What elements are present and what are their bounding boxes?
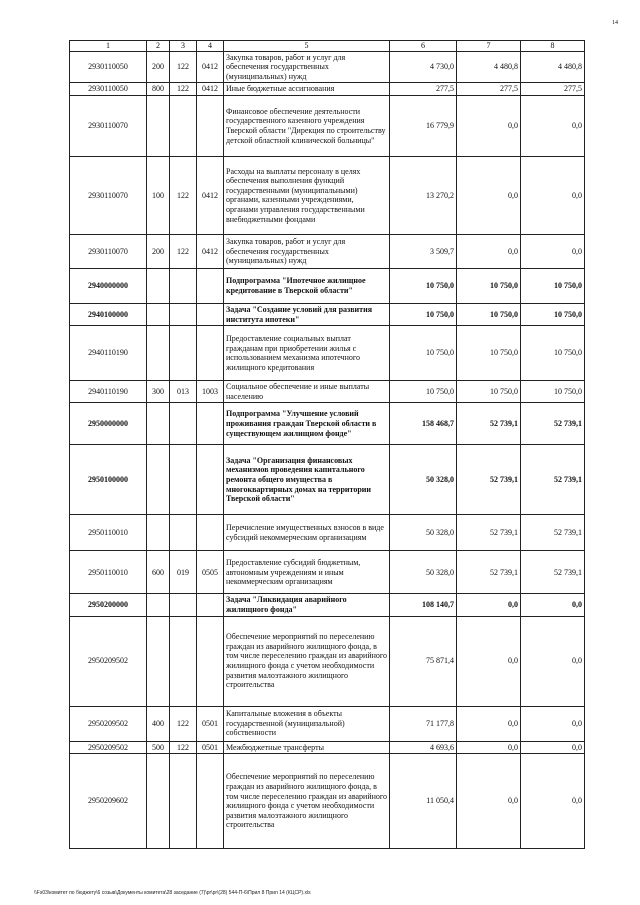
cell-gr xyxy=(170,326,197,381)
cell-value-col7: 10 750,0 xyxy=(457,303,521,325)
cell-name: Перечисление имущественных взносов в виде субсидий некоммерческим организациям xyxy=(224,515,390,551)
cell-value-col6: 16 779,9 xyxy=(390,95,457,156)
cell-csr: 2940110190 xyxy=(70,326,147,381)
cell-gr: 122 xyxy=(170,741,197,754)
cell-gr xyxy=(170,445,197,515)
cell-csr: 2950110010 xyxy=(70,551,147,594)
cell-name: Социальное обеспечение и иные выплаты населению xyxy=(224,381,390,403)
table-row xyxy=(70,234,585,268)
cell-gr xyxy=(170,403,197,445)
column-header: 6 xyxy=(390,41,457,52)
cell-rz xyxy=(197,326,224,381)
cell-gr: 122 xyxy=(170,706,197,741)
cell-name: Межбюджетные трансферты xyxy=(224,741,390,754)
cell-value-col6: 277,5 xyxy=(390,83,457,96)
cell-name: Предоставление субсидий бюджетным, автономным учреждениям и иным некоммерческим организациям xyxy=(224,551,390,594)
cell-csr: 2950200000 xyxy=(70,594,147,616)
cell-name: Задача "Создание условий для развития института ипотеки" xyxy=(224,303,390,325)
column-header: 8 xyxy=(521,41,585,52)
cell-gr: 122 xyxy=(170,83,197,96)
cell-name: Задача "Организация финансовых механизмов проведения капитального ремонта общего имущества в многоквартирных домах на территории Тверской области" xyxy=(224,445,390,515)
cell-gr xyxy=(170,754,197,849)
cell-csr: 2930110070 xyxy=(70,156,147,234)
cell-name: Иные бюджетные ассигнования xyxy=(224,83,390,96)
header-row xyxy=(70,41,585,52)
cell-value-col8: 52 739,1 xyxy=(521,515,585,551)
table-row xyxy=(70,156,585,234)
column-header: 5 xyxy=(224,41,390,52)
cell-value-col8: 0,0 xyxy=(521,234,585,268)
cell-value-col7: 52 739,1 xyxy=(457,403,521,445)
cell-gr xyxy=(170,515,197,551)
cell-value-col6: 4 693,6 xyxy=(390,741,457,754)
cell-gr: 122 xyxy=(170,51,197,83)
cell-csr: 2940000000 xyxy=(70,268,147,303)
cell-value-col8: 0,0 xyxy=(521,95,585,156)
page-number: 14 xyxy=(612,20,618,26)
cell-csr: 2950000000 xyxy=(70,403,147,445)
table-row xyxy=(70,268,585,303)
cell-value-col7: 0,0 xyxy=(457,594,521,616)
cell-name: Обеспечение мероприятий по переселению граждан из аварийного жилищного фонда, в том числе переселению граждан из аварийного жилищного фонда с учетом необходимости развития малоэтажного жилищного строительства xyxy=(224,616,390,706)
cell-vr xyxy=(147,303,170,325)
column-header: 4 xyxy=(197,41,224,52)
cell-vr xyxy=(147,403,170,445)
cell-rz xyxy=(197,403,224,445)
table-row xyxy=(70,515,585,551)
cell-value-col6: 11 050,4 xyxy=(390,754,457,849)
cell-gr: 019 xyxy=(170,551,197,594)
cell-value-col7: 4 480,8 xyxy=(457,51,521,83)
cell-vr xyxy=(147,95,170,156)
cell-csr: 2930110070 xyxy=(70,95,147,156)
table-row xyxy=(70,83,585,96)
cell-value-col8: 0,0 xyxy=(521,594,585,616)
cell-value-col7: 0,0 xyxy=(457,95,521,156)
cell-vr: 300 xyxy=(147,381,170,403)
cell-value-col7: 0,0 xyxy=(457,741,521,754)
cell-csr: 2950100000 xyxy=(70,445,147,515)
cell-rz: 0412 xyxy=(197,234,224,268)
cell-vr: 400 xyxy=(147,706,170,741)
cell-value-col8: 52 739,1 xyxy=(521,445,585,515)
cell-name: Финансовое обеспечение деятельности государственного казенного учреждения Тверской области "Дирекция по строительству детской областной клинической больницы" xyxy=(224,95,390,156)
cell-value-col8: 0,0 xyxy=(521,741,585,754)
cell-vr: 800 xyxy=(147,83,170,96)
cell-rz xyxy=(197,616,224,706)
cell-value-col7: 277,5 xyxy=(457,83,521,96)
table-body xyxy=(70,41,585,849)
cell-value-col8: 10 750,0 xyxy=(521,326,585,381)
column-header: 3 xyxy=(170,41,197,52)
cell-value-col6: 4 730,0 xyxy=(390,51,457,83)
cell-gr: 122 xyxy=(170,234,197,268)
table-row xyxy=(70,445,585,515)
cell-name: Подпрограмма "Улучшение условий проживания граждан Тверской области в существующем жилищном фонде" xyxy=(224,403,390,445)
cell-value-col7: 0,0 xyxy=(457,616,521,706)
cell-rz xyxy=(197,754,224,849)
file-path-footer: \\Fs03\комитет по бюджету\6 созыв\Документы комитета\28 заседание (7)\pr\pr\(28) 544-П-6\Прил 8 Прил 14 (КЦСР).xls xyxy=(34,890,311,896)
cell-vr: 200 xyxy=(147,234,170,268)
cell-rz: 0505 xyxy=(197,551,224,594)
cell-value-col8: 10 750,0 xyxy=(521,381,585,403)
cell-value-col6: 13 270,2 xyxy=(390,156,457,234)
cell-csr: 2950209502 xyxy=(70,706,147,741)
cell-vr: 100 xyxy=(147,156,170,234)
cell-value-col6: 10 750,0 xyxy=(390,303,457,325)
table-row xyxy=(70,326,585,381)
cell-vr xyxy=(147,616,170,706)
cell-rz xyxy=(197,268,224,303)
cell-rz: 1003 xyxy=(197,381,224,403)
cell-name: Подпрограмма "Ипотечное жилищное кредитование в Тверской области" xyxy=(224,268,390,303)
cell-value-col6: 50 328,0 xyxy=(390,515,457,551)
table-row xyxy=(70,594,585,616)
cell-csr: 2940100000 xyxy=(70,303,147,325)
cell-csr: 2950110010 xyxy=(70,515,147,551)
cell-gr xyxy=(170,268,197,303)
cell-value-col6: 10 750,0 xyxy=(390,326,457,381)
cell-name: Закупка товаров, работ и услуг для обеспечения государственных (муниципальных) нужд xyxy=(224,234,390,268)
budget-table xyxy=(69,40,585,849)
cell-rz xyxy=(197,515,224,551)
cell-rz xyxy=(197,445,224,515)
cell-value-col8: 0,0 xyxy=(521,706,585,741)
cell-gr xyxy=(170,303,197,325)
cell-name: Капитальные вложения в объекты государственной (муниципальной) собственности xyxy=(224,706,390,741)
cell-value-col6: 108 140,7 xyxy=(390,594,457,616)
cell-csr: 2930110070 xyxy=(70,234,147,268)
cell-rz xyxy=(197,95,224,156)
cell-vr: 200 xyxy=(147,51,170,83)
table-row xyxy=(70,551,585,594)
cell-name: Задача "Ликвидация аварийного жилищного фонда" xyxy=(224,594,390,616)
cell-value-col7: 0,0 xyxy=(457,234,521,268)
cell-name: Расходы на выплаты персоналу в целях обеспечения выполнения функций государственными (муниципальными) органами, казенными учреждениями, органами управления государственными внебюджетными фондами xyxy=(224,156,390,234)
cell-value-col7: 52 739,1 xyxy=(457,551,521,594)
cell-vr xyxy=(147,445,170,515)
cell-gr: 013 xyxy=(170,381,197,403)
cell-vr xyxy=(147,515,170,551)
column-header: 1 xyxy=(70,41,147,52)
cell-value-col7: 0,0 xyxy=(457,754,521,849)
cell-rz: 0412 xyxy=(197,83,224,96)
cell-value-col6: 50 328,0 xyxy=(390,551,457,594)
cell-gr xyxy=(170,616,197,706)
cell-value-col8: 10 750,0 xyxy=(521,268,585,303)
cell-value-col6: 50 328,0 xyxy=(390,445,457,515)
cell-vr xyxy=(147,268,170,303)
cell-gr xyxy=(170,594,197,616)
cell-csr: 2940110190 xyxy=(70,381,147,403)
cell-value-col6: 75 871,4 xyxy=(390,616,457,706)
cell-rz: 0412 xyxy=(197,156,224,234)
cell-value-col6: 10 750,0 xyxy=(390,268,457,303)
cell-value-col7: 52 739,1 xyxy=(457,515,521,551)
cell-csr: 2930110050 xyxy=(70,83,147,96)
cell-rz: 0501 xyxy=(197,706,224,741)
cell-value-col6: 158 468,7 xyxy=(390,403,457,445)
cell-name: Предоставление социальных выплат гражданам при приобретении жилья с использованием механизма ипотечного жилищного кредитования xyxy=(224,326,390,381)
cell-value-col8: 0,0 xyxy=(521,156,585,234)
cell-value-col6: 71 177,8 xyxy=(390,706,457,741)
cell-value-col8: 52 739,1 xyxy=(521,403,585,445)
cell-rz: 0501 xyxy=(197,741,224,754)
cell-value-col8: 4 480,8 xyxy=(521,51,585,83)
table-row xyxy=(70,381,585,403)
column-header: 7 xyxy=(457,41,521,52)
cell-value-col7: 0,0 xyxy=(457,706,521,741)
table-row xyxy=(70,51,585,83)
cell-value-col6: 3 509,7 xyxy=(390,234,457,268)
table-row xyxy=(70,706,585,741)
cell-name: Закупка товаров, работ и услуг для обеспечения государственных (муниципальных) нужд xyxy=(224,51,390,83)
table-row xyxy=(70,95,585,156)
cell-value-col8: 52 739,1 xyxy=(521,551,585,594)
cell-value-col8: 277,5 xyxy=(521,83,585,96)
cell-value-col8: 0,0 xyxy=(521,616,585,706)
cell-gr xyxy=(170,95,197,156)
table-row xyxy=(70,303,585,325)
cell-value-col7: 10 750,0 xyxy=(457,326,521,381)
cell-value-col7: 10 750,0 xyxy=(457,381,521,403)
cell-rz: 0412 xyxy=(197,51,224,83)
cell-rz xyxy=(197,594,224,616)
cell-rz xyxy=(197,303,224,325)
cell-csr: 2950209502 xyxy=(70,741,147,754)
cell-vr: 600 xyxy=(147,551,170,594)
cell-value-col8: 0,0 xyxy=(521,754,585,849)
cell-vr xyxy=(147,754,170,849)
cell-vr xyxy=(147,326,170,381)
column-header: 2 xyxy=(147,41,170,52)
cell-csr: 2930110050 xyxy=(70,51,147,83)
cell-value-col7: 0,0 xyxy=(457,156,521,234)
table-row xyxy=(70,754,585,849)
cell-csr: 2950209502 xyxy=(70,616,147,706)
cell-vr: 500 xyxy=(147,741,170,754)
cell-name: Обеспечение мероприятий по переселению граждан из аварийного жилищного фонда, в том числе переселению граждан из аварийного жилищного фонда с учетом необходимости развития малоэтажного жилищного строительства xyxy=(224,754,390,849)
table-row xyxy=(70,741,585,754)
cell-vr xyxy=(147,594,170,616)
cell-csr: 2950209602 xyxy=(70,754,147,849)
cell-value-col8: 10 750,0 xyxy=(521,303,585,325)
cell-value-col6: 10 750,0 xyxy=(390,381,457,403)
table-row xyxy=(70,403,585,445)
cell-value-col7: 52 739,1 xyxy=(457,445,521,515)
cell-gr: 122 xyxy=(170,156,197,234)
cell-value-col7: 10 750,0 xyxy=(457,268,521,303)
table-row xyxy=(70,616,585,706)
